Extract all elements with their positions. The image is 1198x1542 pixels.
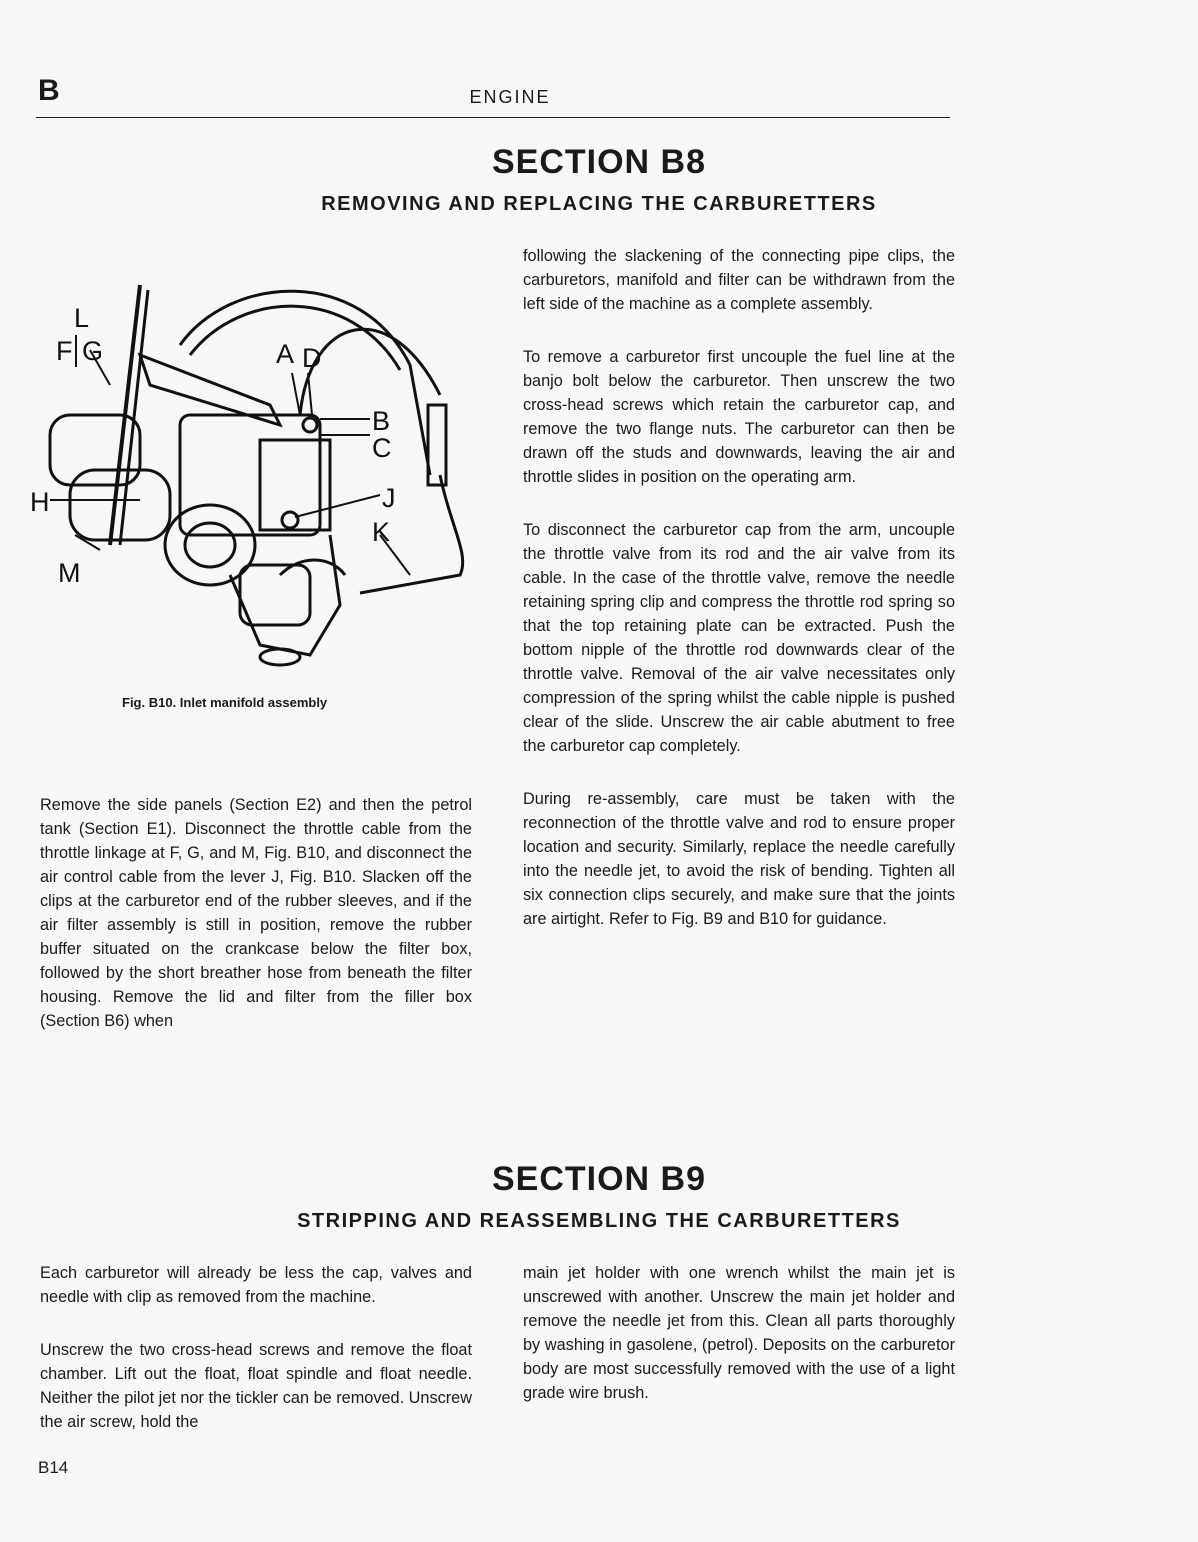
b8-left-paragraph: Remove the side panels (Section E2) and then the petrol tank (Section E1). Disconnect the throttle cable from the throttle linkage at F, G, and M, Fig. B10, and disconnect the air control cable from the lever J, Fig. B10. Slacken off the clips at the carburetor end of the rubber sleeves, and if the air filter assembly is still in position, remove the rubber buffer situated on the crankcase below the filter box, followed by the short breather hose from beneath the filter housing. Remove the lid and filter from the filler box (Section B6) when <box>40 796 472 1030</box>
b8-left-column <box>40 793 472 1062</box>
label-L: L <box>74 303 90 333</box>
label-H: H <box>30 487 50 517</box>
page-number: B14 <box>38 1458 69 1477</box>
b9-right-paragraph: main jet holder with one wrench whilst the main jet is unscrewed with another. Unscrew the main jet holder and remove the needle jet from this. Clean all parts thoroughly by washing in gasolene, (petrol). Deposits on the carburetor body are most successfully removed with the use of a light grade wire brush. <box>523 1264 955 1402</box>
label-D: D <box>302 343 322 373</box>
section-b9-title: SECTION B9 <box>491 1160 707 1198</box>
label-M: M <box>58 558 81 588</box>
label-A: A <box>276 339 295 369</box>
label-K: K <box>372 517 391 547</box>
section-b8-title: SECTION B8 <box>491 143 707 181</box>
b9-left-paragraph-1: Each carburetor will already be less the cap, valves and needle with clip as removed from the machine. <box>40 1264 472 1306</box>
b8-right-paragraph-4: During re-assembly, care must be taken with the reconnection of the throttle valve and rod to ensure proper location and security. Similarly, replace the needle carefully into the needle jet, to avoid the risk of bending. Tighten all six connection clips securely, and make sure that the joints are airtight. Refer to Fig. B9 and B10 for guidance. <box>523 790 955 928</box>
figure-caption: Fig. B10. Inlet manifold assembly <box>122 695 328 710</box>
b9-right-column <box>523 1261 955 1434</box>
b8-right-paragraph-2: To remove a carburetor first uncouple the fuel line at the banjo bolt below the carburetor. Then unscrew the two cross-head screws which retain the carburetor cap, and remove the two flange nuts. The carburetor can then be drawn off the studs and downwards, leaving the air and throttle slides in position on the operating arm. <box>523 348 955 486</box>
label-C: C <box>372 433 392 463</box>
b8-right-paragraph-1: following the slackening of the connecting pipe clips, the carburetors, manifold and filter can be withdrawn from the left side of the machine as a complete assembly. <box>523 247 955 313</box>
section-b8-subtitle: REMOVING AND REPLACING THE CARBURETTERS <box>321 193 877 215</box>
label-J: J <box>382 483 396 513</box>
b8-right-paragraph-3: To disconnect the carburetor cap from the arm, uncouple the throttle valve from its rod and the air valve from its cable. In the case of the throttle valve, remove the needle retaining spring clip and compress the throttle rod spring so that the top retaining plate can be extracted. Push the bottom nipple of the throttle rod downwards clear of the throttle valve. Removal of the air valve necessitates only compression of the spring whilst the cable nipple is pushed clear of the slide. Unscrew the air cable abutment to free the carburetor cap completely. <box>523 521 955 755</box>
label-F: F <box>56 336 73 366</box>
b8-right-column <box>523 244 955 960</box>
b9-left-column <box>40 1261 472 1463</box>
chapter-title: ENGINE <box>469 87 551 107</box>
header-rule <box>36 117 950 118</box>
inlet-manifold-drawing <box>30 275 470 675</box>
label-G: G <box>82 336 104 366</box>
b9-left-paragraph-2: Unscrew the two cross-head screws and remove the float chamber. Lift out the float, float spindle and float needle. Neither the pilot jet nor the tickler can be removed. Unscrew the air screw, hold the <box>40 1341 472 1431</box>
section-letter: B <box>38 74 60 107</box>
label-B: B <box>372 406 391 436</box>
section-b9-subtitle: STRIPPING AND REASSEMBLING THE CARBURETTERS <box>297 1210 901 1232</box>
figure-b10 <box>30 275 470 675</box>
